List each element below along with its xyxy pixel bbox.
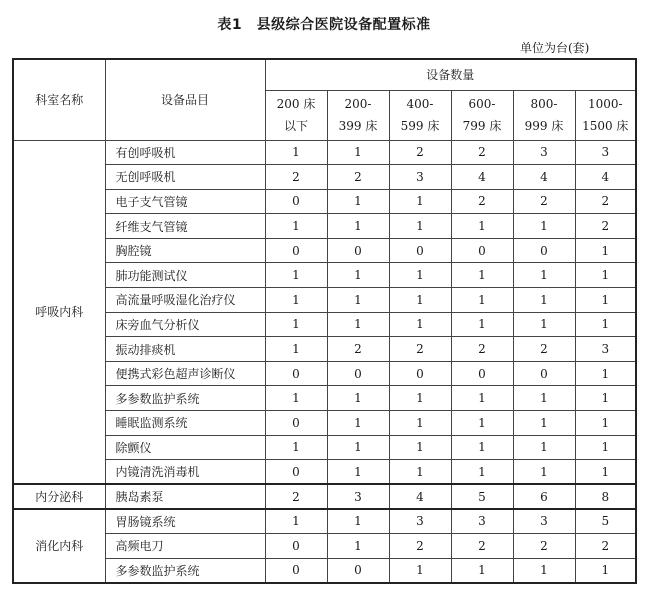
quantity-cell: 0	[451, 238, 513, 263]
quantity-cell: 1	[389, 460, 451, 485]
quantity-cell: 0	[265, 238, 327, 263]
quantity-cell: 2	[389, 534, 451, 559]
quantity-cell: 1	[327, 435, 389, 460]
header-size-line: 1000-	[587, 97, 623, 111]
quantity-cell: 2	[575, 534, 636, 559]
header-size-line: 599 床	[400, 119, 440, 133]
quantity-cell: 3	[451, 509, 513, 534]
quantity-cell: 1	[265, 214, 327, 239]
header-size-line: 999 床	[524, 119, 564, 133]
equipment-item: 便携式彩色超声诊断仪	[105, 361, 265, 386]
quantity-cell: 8	[575, 484, 636, 509]
table-row	[13, 386, 636, 411]
quantity-cell: 1	[327, 189, 389, 214]
quantity-cell: 2	[451, 337, 513, 362]
quantity-cell: 0	[513, 361, 575, 386]
quantity-cell: 3	[327, 484, 389, 509]
quantity-cell: 2	[389, 337, 451, 362]
quantity-cell: 1	[327, 263, 389, 288]
quantity-cell: 1	[265, 263, 327, 288]
table-row	[13, 263, 636, 288]
table-row	[13, 165, 636, 190]
header-size-1	[327, 90, 389, 140]
quantity-cell: 1	[575, 263, 636, 288]
table-row	[13, 238, 636, 263]
quantity-cell: 1	[451, 263, 513, 288]
header-quantity-group: 设备数量	[265, 59, 636, 90]
table-row	[13, 214, 636, 239]
quantity-cell: 1	[327, 140, 389, 165]
quantity-cell: 2	[451, 189, 513, 214]
quantity-cell: 2	[265, 165, 327, 190]
quantity-cell: 2	[451, 534, 513, 559]
equipment-item: 纤维支气管镜	[105, 214, 265, 239]
table-row	[13, 435, 636, 460]
quantity-cell: 0	[265, 558, 327, 583]
quantity-cell: 2	[513, 337, 575, 362]
quantity-cell: 0	[327, 238, 389, 263]
quantity-cell: 2	[451, 140, 513, 165]
table-row	[13, 534, 636, 559]
table-row	[13, 140, 636, 165]
quantity-cell: 1	[575, 435, 636, 460]
equipment-item: 多参数监护系统	[105, 386, 265, 411]
quantity-cell: 1	[265, 509, 327, 534]
quantity-cell: 1	[513, 288, 575, 313]
equipment-item: 振动排痰机	[105, 337, 265, 362]
quantity-cell: 1	[575, 238, 636, 263]
table-row	[13, 460, 636, 485]
quantity-cell: 1	[451, 435, 513, 460]
table-row	[13, 312, 636, 337]
quantity-cell: 1	[327, 411, 389, 436]
quantity-cell: 3	[575, 337, 636, 362]
quantity-cell: 3	[389, 165, 451, 190]
quantity-cell: 0	[327, 361, 389, 386]
quantity-cell: 0	[389, 361, 451, 386]
header-size-line: 1500 床	[582, 119, 629, 133]
header-size-line: 799 床	[462, 119, 502, 133]
quantity-cell: 1	[575, 558, 636, 583]
department-name: 消化内科	[13, 509, 105, 583]
table-row	[13, 189, 636, 214]
header-size-line: 800-	[530, 97, 558, 111]
quantity-cell: 1	[575, 361, 636, 386]
quantity-cell: 1	[327, 312, 389, 337]
quantity-cell: 1	[513, 312, 575, 337]
quantity-cell: 3	[575, 140, 636, 165]
table-row	[13, 337, 636, 362]
header-size-line: 399 床	[338, 119, 378, 133]
quantity-cell: 1	[451, 558, 513, 583]
quantity-cell: 1	[389, 386, 451, 411]
department-name: 呼吸内科	[13, 140, 105, 484]
unit-note: 单位为台(套)	[520, 41, 590, 55]
equipment-item: 多参数监护系统	[105, 558, 265, 583]
quantity-cell: 2	[575, 189, 636, 214]
equipment-table	[12, 58, 637, 584]
header-item: 设备品目	[105, 59, 265, 140]
quantity-cell: 2	[513, 534, 575, 559]
quantity-cell: 1	[327, 288, 389, 313]
equipment-item: 胃肠镜系统	[105, 509, 265, 534]
header-size-2	[389, 90, 451, 140]
quantity-cell: 1	[451, 460, 513, 485]
quantity-cell: 1	[389, 263, 451, 288]
quantity-cell: 3	[513, 509, 575, 534]
quantity-cell: 3	[389, 509, 451, 534]
quantity-cell: 0	[265, 460, 327, 485]
table-row	[13, 558, 636, 583]
quantity-cell: 4	[451, 165, 513, 190]
quantity-cell: 1	[265, 337, 327, 362]
table-row	[13, 361, 636, 386]
quantity-cell: 1	[575, 386, 636, 411]
table-row	[13, 509, 636, 534]
quantity-cell: 0	[513, 238, 575, 263]
quantity-cell: 2	[513, 189, 575, 214]
quantity-cell: 4	[575, 165, 636, 190]
quantity-cell: 1	[451, 312, 513, 337]
equipment-item: 高频电刀	[105, 534, 265, 559]
quantity-cell: 1	[327, 460, 389, 485]
quantity-cell: 3	[513, 140, 575, 165]
quantity-cell: 0	[265, 534, 327, 559]
header-size-line: 600-	[468, 97, 496, 111]
quantity-cell: 1	[265, 140, 327, 165]
quantity-cell: 0	[389, 238, 451, 263]
quantity-cell: 1	[513, 411, 575, 436]
quantity-cell: 1	[265, 386, 327, 411]
header-size-line: 以下	[283, 119, 308, 133]
quantity-cell: 1	[265, 312, 327, 337]
header-dept: 科室名称	[13, 59, 105, 140]
equipment-item: 内镜清洗消毒机	[105, 460, 265, 485]
quantity-cell: 1	[389, 288, 451, 313]
quantity-cell: 1	[389, 312, 451, 337]
quantity-cell: 4	[389, 484, 451, 509]
quantity-cell: 1	[513, 263, 575, 288]
quantity-cell: 1	[389, 189, 451, 214]
table-row	[13, 288, 636, 313]
quantity-cell: 6	[513, 484, 575, 509]
quantity-cell: 1	[513, 460, 575, 485]
equipment-item: 有创呼吸机	[105, 140, 265, 165]
equipment-item: 睡眠监测系统	[105, 411, 265, 436]
equipment-item: 高流量呼吸湿化治疗仪	[105, 288, 265, 313]
quantity-cell: 0	[265, 411, 327, 436]
quantity-cell: 2	[327, 337, 389, 362]
quantity-cell: 1	[451, 214, 513, 239]
equipment-item: 胰岛素泵	[105, 484, 265, 509]
quantity-cell: 1	[513, 214, 575, 239]
quantity-cell: 1	[327, 534, 389, 559]
quantity-cell: 1	[327, 386, 389, 411]
quantity-cell: 1	[327, 214, 389, 239]
header-size-5	[575, 90, 636, 140]
header-size-4	[513, 90, 575, 140]
quantity-cell: 1	[451, 288, 513, 313]
quantity-cell: 1	[575, 411, 636, 436]
quantity-cell: 0	[451, 361, 513, 386]
quantity-cell: 0	[327, 558, 389, 583]
quantity-cell: 1	[575, 460, 636, 485]
header-size-line: 400-	[406, 97, 434, 111]
table-title: 表1 县级综合医院设备配置标准	[217, 17, 431, 33]
header-size-3	[451, 90, 513, 140]
table-row	[13, 484, 636, 509]
quantity-cell: 1	[451, 386, 513, 411]
quantity-cell: 2	[575, 214, 636, 239]
quantity-cell: 1	[389, 435, 451, 460]
quantity-cell: 1	[575, 312, 636, 337]
quantity-cell: 1	[389, 558, 451, 583]
equipment-item: 无创呼吸机	[105, 165, 265, 190]
quantity-cell: 1	[451, 411, 513, 436]
quantity-cell: 1	[265, 288, 327, 313]
equipment-item: 肺功能测试仪	[105, 263, 265, 288]
quantity-cell: 4	[513, 165, 575, 190]
quantity-cell: 1	[265, 435, 327, 460]
quantity-cell: 5	[451, 484, 513, 509]
equipment-item: 除颤仪	[105, 435, 265, 460]
quantity-cell: 1	[389, 411, 451, 436]
quantity-cell: 2	[265, 484, 327, 509]
quantity-cell: 0	[265, 361, 327, 386]
quantity-cell: 1	[575, 288, 636, 313]
equipment-item: 胸腔镜	[105, 238, 265, 263]
equipment-item: 电子支气管镜	[105, 189, 265, 214]
quantity-cell: 2	[389, 140, 451, 165]
header-size-0	[265, 90, 327, 140]
quantity-cell: 2	[327, 165, 389, 190]
quantity-cell: 1	[513, 435, 575, 460]
header-size-line: 200 床	[276, 97, 316, 111]
quantity-cell: 1	[513, 558, 575, 583]
quantity-cell: 1	[389, 214, 451, 239]
equipment-item: 床旁血气分析仪	[105, 312, 265, 337]
quantity-cell: 1	[513, 386, 575, 411]
department-name: 内分泌科	[13, 484, 105, 509]
table-row	[13, 411, 636, 436]
quantity-cell: 0	[265, 189, 327, 214]
header-size-line: 200-	[344, 97, 372, 111]
quantity-cell: 1	[327, 509, 389, 534]
quantity-cell: 5	[575, 509, 636, 534]
